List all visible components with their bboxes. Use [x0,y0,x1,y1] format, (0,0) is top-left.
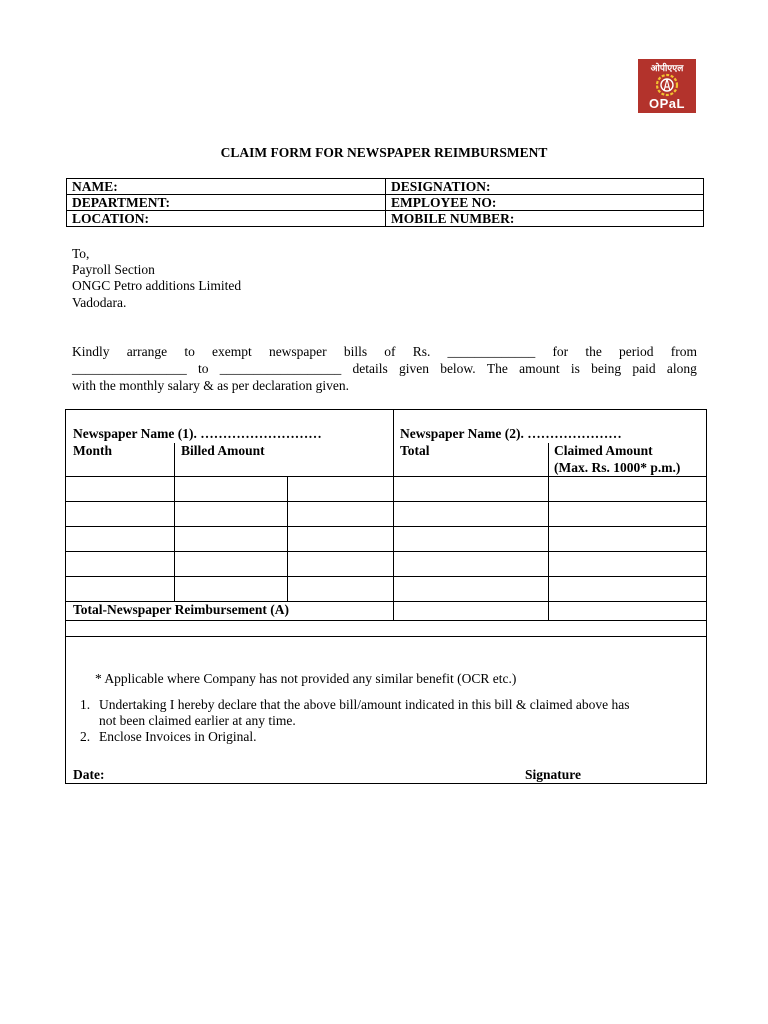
request-word: amount [519,361,560,376]
newspaper-name-2-label: Newspaper Name (2). ………………… [400,426,622,441]
column-divider [174,443,175,601]
table-row [67,211,704,227]
request-word: from [670,344,697,359]
month-cell[interactable] [67,527,173,550]
claim-table [65,409,707,784]
enclose-invoices-text: Enclose Invoices in Original. [99,729,257,744]
month-cell[interactable] [67,577,173,600]
address-block [72,246,241,311]
request-word: newspaper [268,344,327,359]
list-number: 1. [80,697,91,712]
request-word: arrange [126,344,168,359]
month-cell[interactable] [67,477,173,500]
opal-logo [638,59,696,113]
address-line: To, [72,246,90,261]
applicable-note: * Applicable where Company has not provided any similar benefit (OCR etc.) [95,671,517,686]
request-word: of [384,344,396,359]
claimed-amount-column-header: Claimed Amount [554,443,653,458]
list-item [80,729,702,745]
request-line-3: with the monthly salary & as per declaration given. [72,378,350,393]
list-number: 2. [80,729,91,744]
name-field[interactable]: NAME: [67,179,386,195]
request-word: The [486,361,508,376]
request-word: Rs. [412,344,431,359]
total-claimed-cell[interactable] [549,602,705,619]
request-word: _____________ [447,344,536,359]
column-divider [287,476,288,601]
billed-amount-column-header: Billed Amount [181,443,265,458]
request-word: the [585,344,602,359]
date-label: Date: [73,767,105,782]
employee-no-field[interactable]: EMPLOYEE NO: [386,195,704,211]
employee-details-table [66,178,704,227]
request-word: period [619,344,654,359]
logo-emblem-icon [653,71,681,99]
table-row [67,179,704,195]
request-line-1 [72,343,697,360]
newspaper-name-1-label: Newspaper Name (1). ……………………… [73,426,322,441]
request-line-2 [72,360,697,377]
request-word: details [352,361,388,376]
request-word: given [398,361,429,376]
address-line: ONGC Petro additions Limited [72,278,242,294]
column-divider [393,410,394,620]
request-word: is [570,361,580,376]
month-column-header: Month [73,443,113,458]
undertaking-line-1: Undertaking I hereby declare that the above bill/amount indicated in this bill & claimed above has [99,697,630,712]
request-word: being [591,361,622,376]
declaration-list [80,697,702,745]
request-word: _________________ [72,361,187,376]
department-field[interactable]: DEPARTMENT: [67,195,386,211]
signature-label: Signature [525,767,582,782]
claimed-amount-max-note: (Max. Rs. 1000* p.m.) [554,460,681,475]
request-word: paid [632,361,656,376]
list-item-text [99,697,629,729]
undertaking-line-2: not been claimed earlier at any time. [99,713,296,728]
total-column-header: Total [400,443,430,458]
mobile-number-field[interactable]: MOBILE NUMBER: [386,211,704,227]
request-word: Kindly [72,344,110,359]
designation-field[interactable]: DESIGNATION: [386,179,704,195]
logo-hindi-text: ओपीएएल [650,64,684,74]
row-divider [66,620,706,621]
request-paragraph [72,343,697,394]
request-word: below. [440,361,476,376]
table-row [67,195,704,211]
request-word: __________________ [219,361,342,376]
request-word: to [197,361,209,376]
location-field[interactable]: LOCATION: [67,211,386,227]
notes-block [80,671,702,745]
request-word: for [552,344,569,359]
request-word: bills [343,344,368,359]
list-item [80,697,702,729]
column-divider [548,443,549,620]
month-cell[interactable] [67,552,173,575]
logo-brand-text: OPaL [649,96,685,111]
row-divider [66,636,706,637]
request-word: to [184,344,195,359]
total-reimbursement-label: Total-Newspaper Reimbursement (A) [73,602,289,617]
month-cell[interactable] [67,502,173,525]
address-line: Vadodara. [72,294,127,310]
address-line: Payroll Section [72,262,155,278]
request-word: along [666,361,697,376]
form-title: CLAIM FORM FOR NEWSPAPER REIMBURSMENT [220,145,548,160]
request-word: exempt [212,344,252,359]
